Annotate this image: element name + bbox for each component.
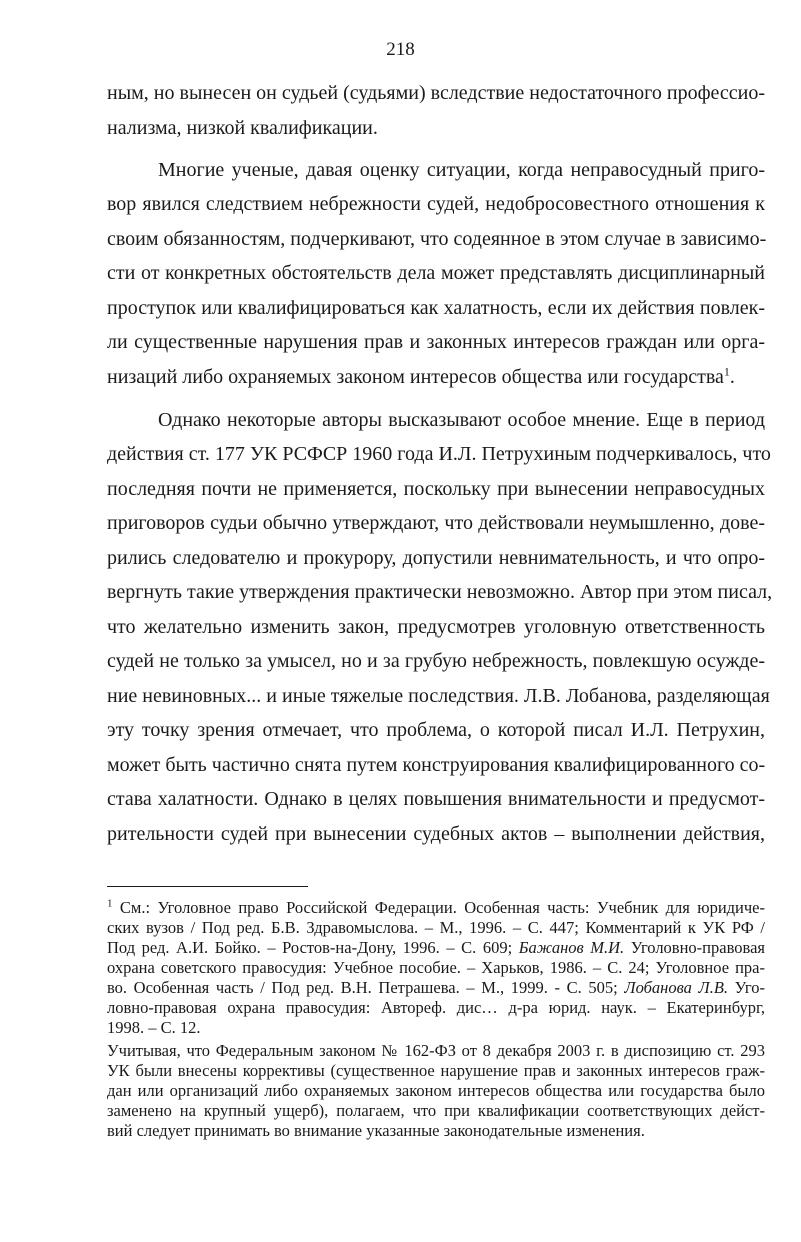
text-line: рились следователю и прокурору, допустили невнимательность, и что опро- bbox=[107, 547, 765, 569]
text-line: нализма, низкой квалификации. bbox=[107, 117, 378, 139]
footnote-line: УК были внесены коррективы (существенное нарушение прав и законных интересов граж- bbox=[107, 1061, 765, 1080]
text-line: ли существенные нарушения прав и законных интересов граждан или орга- bbox=[107, 331, 765, 353]
text-line: своим обязанностям, подчеркивают, что содеянное в этом случае в зависимо- bbox=[107, 228, 767, 250]
footnote-text: Уголовно-правовая bbox=[624, 938, 765, 957]
footnote-separator bbox=[107, 886, 308, 887]
footnote-author-italic: Бажанов М.И. bbox=[518, 938, 625, 957]
text-line: действия ст. 177 УК РСФСР 1960 года И.Л. Петрухиным подчеркивалось, что bbox=[107, 443, 771, 465]
text-line: става халатности. Однако в целях повышения внимательности и предусмот- bbox=[107, 788, 765, 810]
text-line: судей не только за умысел, но и за грубую небрежность, повлекшую осужде- bbox=[107, 650, 765, 672]
footnote-text: во. Особенная часть / Под ред. В.Н. Петрашева. – М., 1999. - С. 505; bbox=[107, 978, 625, 997]
text-line: Многие ученые, давая оценку ситуации, когда неправосудный приго- bbox=[158, 159, 765, 181]
footnote-author-italic: Лобанова Л.В. bbox=[624, 978, 729, 997]
footnote-text: Под ред. А.И. Бойко. – Ростов-на-Дону, 1996. – С. 609; bbox=[107, 938, 519, 957]
footnote-line: дан или организаций либо охраняемых законом интересов общества или государства было bbox=[107, 1081, 765, 1100]
text-line: рительности судей при вынесении судебных актов – выполнении действия, bbox=[107, 823, 765, 845]
footnote-text: См.: Уголовное право Российской Федерации. Особенная часть: Учебник для юридиче- bbox=[112, 898, 765, 917]
footnote-line bbox=[107, 898, 765, 918]
footnote-line bbox=[107, 938, 765, 958]
text-line: сти от конкретных обстоятельств дела может представлять дисциплинарный bbox=[107, 262, 765, 284]
footnote-line bbox=[107, 978, 765, 998]
text-line: приговоров судьи обычно утверждают, что действовали неумышленно, дове- bbox=[107, 512, 765, 534]
page-number: 218 bbox=[386, 39, 415, 60]
text-fragment: низаций либо охраняемых законом интересов общества или государства bbox=[107, 366, 724, 388]
text-line: что желательно изменить закон, предусмотрев уголовную ответственность bbox=[107, 616, 765, 638]
text-line: вергнуть такие утверждения практически невозможно. Автор при этом писал, bbox=[107, 581, 773, 603]
footnote-reference[interactable]: 1 bbox=[723, 364, 730, 379]
end-punctuation: . bbox=[729, 366, 735, 388]
footnote-line: заменено на крупный ущерб), полагаем, что при квалификации соответствующих дейст- bbox=[107, 1101, 765, 1120]
text-line: проступок или квалифицироваться как халатность, если их действия повлек- bbox=[107, 297, 765, 319]
text-line-with-footnote bbox=[107, 364, 765, 390]
text-line: Однако некоторые авторы высказывают особое мнение. Еще в период bbox=[158, 409, 765, 431]
footnote-line: Учитывая, что Федеральным законом № 162-ФЗ от 8 декабря 2003 г. в диспозицию ст. 293 bbox=[107, 1041, 765, 1060]
footnote-text: Уго- bbox=[728, 978, 765, 997]
footnote-line: охрана советского правосудия: Учебное пособие. – Харьков, 1986. – С. 24; Уголовное пра- bbox=[107, 958, 765, 977]
footnote-line: 1998. – С. 12. bbox=[107, 1018, 201, 1037]
text-line: ным, но вынесен он судьей (судьями) вследствие недостаточного профессио- bbox=[107, 82, 766, 104]
text-line: ние невиновных... и иные тяжелые последствия. Л.В. Лобанова, разделяющая bbox=[107, 685, 770, 707]
footnote-line: ских вузов / Под ред. Б.В. Здравомыслова. – М., 1996. – С. 447; Комментарий к УК РФ / bbox=[107, 918, 765, 937]
footnote-line: ловно-правовая охрана правосудия: Автореф. дис… д-ра юрид. наук. – Екатеринбург, bbox=[107, 998, 765, 1017]
text-line: вор явился следствием небрежности судей, недобросовестного отношения к bbox=[107, 193, 765, 215]
footnote-line: вий следует принимать во внимание указанные законодательные изменения. bbox=[107, 1121, 645, 1140]
footnote-marker: 1 bbox=[107, 897, 113, 910]
text-line: может быть частично снята путем конструирования квалифицированного со- bbox=[107, 754, 766, 776]
text-line: последняя почти не применяется, поскольку при вынесении неправосудных bbox=[107, 478, 765, 500]
text-line: эту точку зрения отмечает, что проблема, о которой писал И.Л. Петрухин, bbox=[107, 719, 765, 741]
